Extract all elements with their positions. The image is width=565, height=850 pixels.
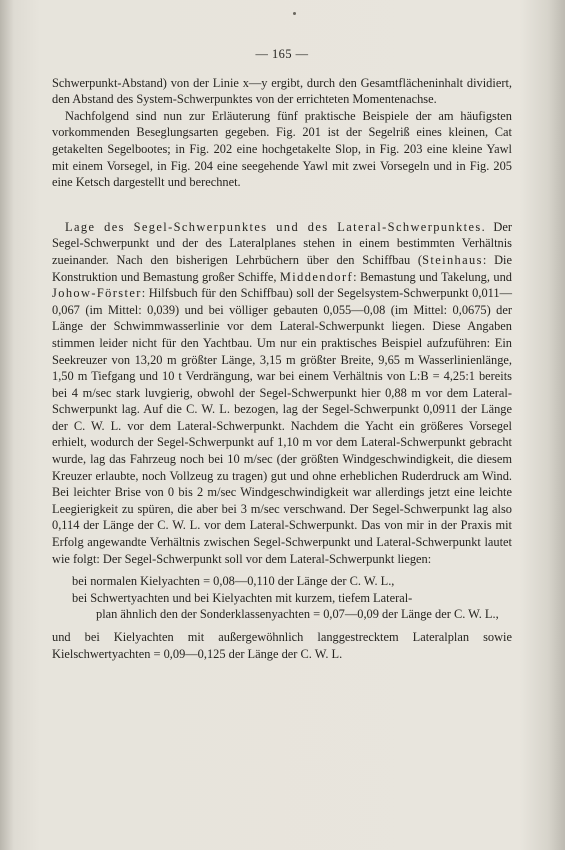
book-page [52, 38, 512, 662]
list-item-continuation: plan ähnlich den der Sonderklassenyachten = 0,07—0,09 der Länge der C. W. L., [96, 607, 499, 622]
section-gap [52, 191, 512, 219]
list-item [52, 590, 512, 623]
author-middendorf: Middendorf [279, 269, 354, 284]
author-johow-foerster: Johow-Förster [52, 286, 142, 301]
page-number: — 165 — [255, 47, 309, 61]
section-heading: Lage des Segel-Schwerpunktes und des Lateral-Schwerpunktes. [65, 219, 487, 234]
paragraph-3-part-a: Der Segel-Schwerpunkt und der des Lateralplanes stehen in einem bestimmten Verhältnis zueinander. Nach den bisherigen Lehrbüchern über den Schiffbau ( [52, 219, 512, 267]
paragraph-2: Nachfolgend sind nun zur Erläuterung fünf praktische Beispiele der am häufigsten vorkommenden Beseglungsarten gegeben. Fig. 201 ist der Segelriß eines kleinen, Cat getakelten Segelbootes; in Fig. 202 eine hochgetakelte Slop, in Fig. 203 eine kleine Yawl mit einem Vorsegel, in Fig. 204 eine seegehende Yawl mit zwei Vorsegeln und in Fig. 205 eine Ketsch dargestellt und berechnet. [52, 108, 512, 190]
author-steinhaus: Steinhaus [422, 252, 483, 267]
paragraph-3-part-c: : Bemastung und Takelung, und [353, 269, 512, 284]
paragraph-3-part-d: : Hilfsbuch für den Schiffbau) soll der Segelsystem-Schwerpunkt 0,011—0,067 (im Mittel: 0,039) und bei völliger gebauten 0,055—0,08 (im Mittel: 0,0675) der Länge der Schwimmwasserlinie vor dem Lateral-Schwerpunkt liegen. Diese Angaben stimmen leider nicht für den Yachtbau. Um nur ein praktisches Beispiel aufzuführen: Ein Seekreuzer von 13,20 m größter Länge, 3,15 m größter Breite, 9,65 m Wasserlinienlänge, 1,50 m Tiefgang und 10 t Verdrängung, war bei einem Verhältnis von L:B = 4,25:1 bereits bei 4 m/sec stark luvgierig, obwohl der Segel-Schwerpunkt hier 0,88 m vor dem Lateral-Schwerpunkt lag. Auf die C. W. L. bezogen, lag der Segel-Schwerpunkt 0,0911 der Länge der C. W. L. vor dem Lateral-Schwerpunkt. Nachdem die Yacht ein größeres Vorsegel erhielt, wodurch der Segel-Schwerpunkt auf 1,10 m vor dem Lateral-Schwerpunkt gebracht wurde, lag das Fahrzeug noch bei 10 m/sec (der größten Windgeschwindigkeit, die diesem Kreuzer erlaubte, noch Vollzeug zu tragen) gut und ohne erheblichen Ruderdruck am Wind. Bei leichter Brise von 0 bis 2 m/sec Windgeschwindigkeit war allerdings jetzt eine leichte Leegierigkeit zu spüren, die aber bei 3 m/sec verschwand. Der Segel-Schwerpunkt lag also 0,114 der Länge der C. W. L. vor dem Lateral-Schwerpunkt. Das von mir in der Praxis mit Erfolg angewandte Verhältnis zwischen Segel-Schwerpunkt und Lateral-Schwerpunkt lautet wie folgt: Der Segel-Schwerpunkt soll vor dem Lateral-Schwerpunkt liegen: [52, 286, 512, 566]
paragraph-3 [52, 219, 512, 567]
ratio-list [52, 573, 512, 623]
paragraph-3-part-b: : Die Konstruktion und Bemastung großer Schiffe, [52, 252, 512, 284]
print-speck [293, 12, 296, 15]
paragraph-4: und bei Kielyachten mit außergewöhnlich langgestrecktem Lateralplan sowie Kielschwertyachten = 0,09—0,125 der Länge der C. W. L. [52, 630, 512, 661]
list-item: bei normalen Kielyachten = 0,08—0,110 der Länge der C. W. L., [72, 574, 395, 589]
list-item-line: bei Schwertyachten und bei Kielyachten mit kurzem, tiefem Lateral- [72, 590, 413, 605]
paragraph-1: Schwerpunkt-Abstand) von der Linie x—y ergibt, durch den Gesamtflächeninhalt dividiert, den Abstand des System-Schwerpunktes von der errichteten Momentenachse. [52, 75, 512, 107]
